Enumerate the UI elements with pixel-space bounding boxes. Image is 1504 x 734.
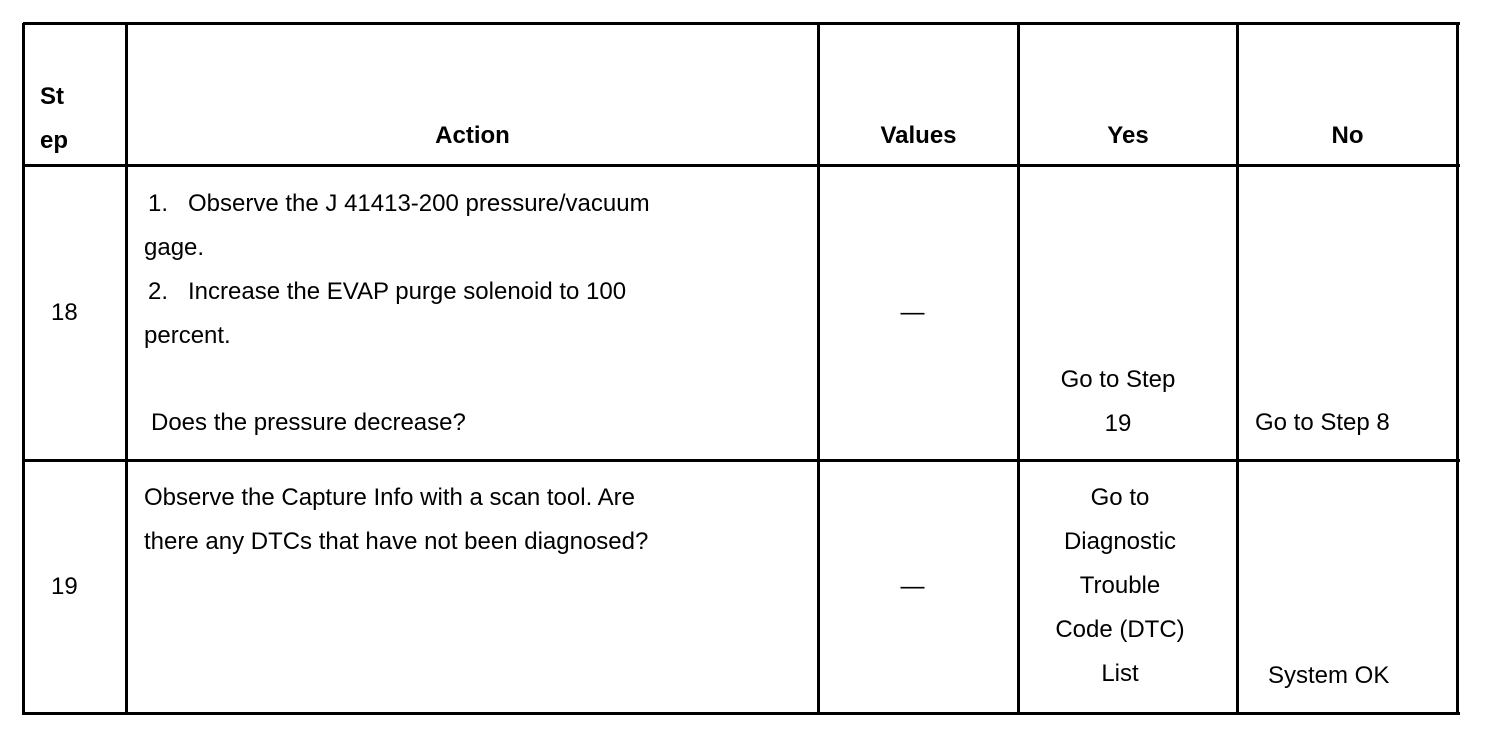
table-border-right: [1456, 23, 1459, 715]
values-cell: —: [900, 573, 925, 600]
yes-line: Code (DTC): [1055, 616, 1185, 643]
list-item: [144, 270, 650, 314]
header-divider: [23, 164, 1460, 167]
list-item-text: Observe the J 41413-200 pressure/vacuum: [188, 190, 650, 217]
step-number: 19: [51, 573, 78, 600]
yes-line: Go to Step: [1060, 366, 1176, 393]
yes-cell: [1020, 476, 1220, 696]
yes-line: Go to: [1090, 484, 1150, 511]
action-question: Does the pressure decrease?: [151, 409, 466, 436]
action-line: Observe the Capture Info with a scan tool. Are: [144, 484, 635, 511]
action-text: [144, 476, 648, 564]
yes-cell: [1020, 358, 1216, 446]
action-line: there any DTCs that have not been diagnosed?: [144, 528, 649, 555]
header-step: [40, 75, 68, 163]
header-no: No: [1331, 122, 1364, 149]
yes-line: Trouble: [1079, 572, 1161, 599]
row-divider: [23, 459, 1460, 462]
step-number: 18: [51, 299, 78, 326]
no-cell: System OK: [1268, 662, 1390, 689]
list-item: [144, 182, 650, 226]
table-border-bottom: [23, 712, 1460, 715]
yes-line: List: [1101, 660, 1139, 687]
values-cell: —: [900, 299, 925, 326]
list-item-number: 2.: [148, 278, 169, 305]
header-yes: Yes: [1107, 122, 1149, 149]
no-cell: Go to Step 8: [1255, 409, 1390, 436]
yes-line: Diagnostic: [1063, 528, 1177, 555]
header-step-line: St: [40, 83, 64, 110]
list-item-continuation: percent.: [144, 322, 231, 349]
list-item-continuation: gage.: [144, 234, 205, 261]
action-steps: [144, 182, 650, 358]
list-item-text: Increase the EVAP purge solenoid to 100: [188, 278, 627, 305]
yes-line: 19: [1104, 410, 1132, 437]
header-step-line: ep: [40, 127, 69, 154]
table-border-left: [22, 23, 25, 715]
list-item-number: 1.: [148, 190, 169, 217]
header-action: Action: [435, 122, 510, 149]
header-values: Values: [880, 122, 957, 149]
table-border-top: [23, 22, 1460, 25]
